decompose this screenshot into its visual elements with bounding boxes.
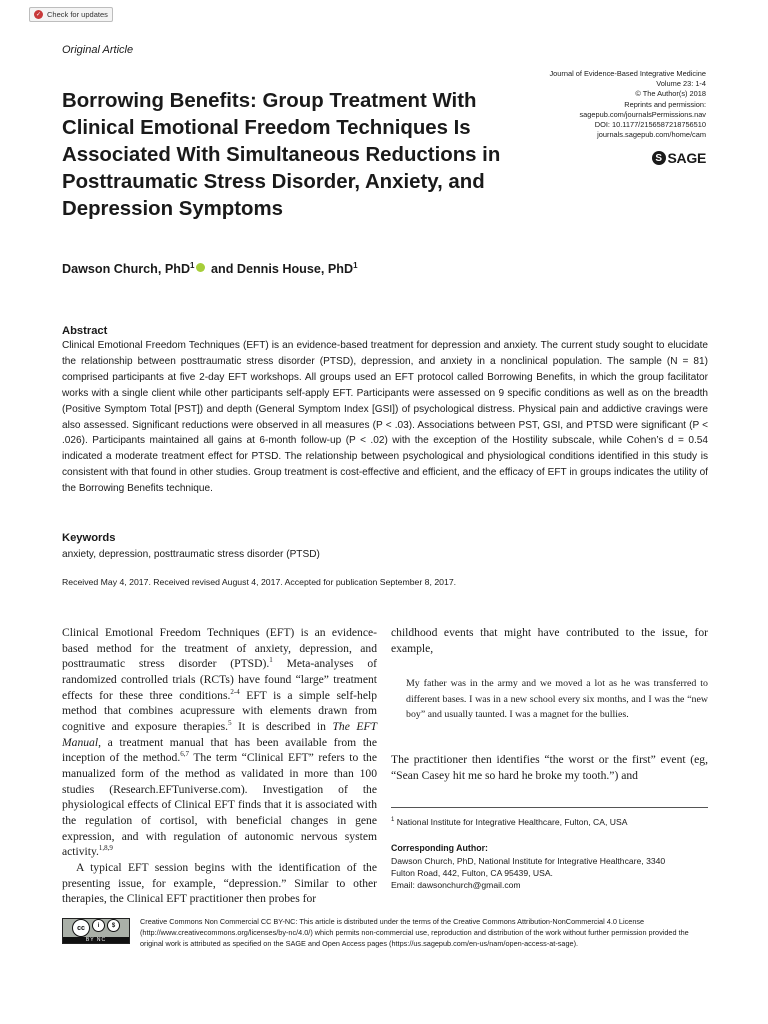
- footnote-divider: [391, 807, 708, 808]
- abstract-text: Clinical Emotional Freedom Techniques (EFT) is an evidence-based treatment for depression and anxiety. The current study sought to elucidate the relationship between posttraumatic stress disorder (PTSD), depression, and anxiety in a nonclinical population. The sample (N = 81) comprised participants at five 2-day EFT workshops. All groups used an EFT protocol called Borrowing Benefits, in which the group facilitator works with a single client while other participants self-apply EFT. Participants were assessed on 9 specific conditions as well as on the breadth (Positive Symptom Total [PST]) and depth (General Symptom Index [GSI]) of psychological distress. Physical pain and addictive cravings were also assessed. Significant reductions were observed in all measures (P < .03). Associations between PST, GSI, and PTSD were significant (P < .026). Participants maintained all gains at 6-month follow-up (P < .02) with the exception of the Hostility subscale, while Cohen’s d = 0.54 indicated a moderate treatment effect for PTSD. The relationship between psychological and physiological conditions identified in this study is consistent with that found in other studies. Group treatment is cost-effective and efficient, and the efficacy of EFT in groups indicates the utility of the Borrowing Benefits technique.: [62, 340, 708, 495]
- license-text: Creative Commons Non Commercial CC BY-NC: This article is distributed under the terms of the Creative Commons Attribution-NonCommercial 4.0 License (http://www.creativecommons.org/licenses/by-nc/4.0/) which permits non-commercial use, reproduction and distribution of the work without further permission provided the original work is attributed as specified on the SAGE and Open Access pages (https://us.sagepub.com/en-us/nam/open-access-at-sage).: [140, 917, 689, 949]
- cc-icon: cc: [72, 919, 90, 937]
- affiliation-text: National Institute for Integrative Healthcare, Fulton, CA, USA: [396, 817, 628, 827]
- affiliation-marker: 1: [353, 261, 358, 270]
- journal-volume: Volume 23: 1-4: [656, 79, 706, 89]
- corresponding-author-heading: Corresponding Author:: [391, 843, 488, 853]
- keywords-heading: Keywords: [62, 532, 116, 544]
- citation-marker[interactable]: 1: [269, 656, 273, 665]
- creative-commons-by-nc-icon[interactable]: [62, 918, 130, 944]
- corresponding-address-line: Dawson Church, PhD, National Institute for Integrative Healthcare, 3340: [391, 856, 666, 866]
- body-text: Meta-analyses of randomized controlled trials (RCTs) have found “large” treatment effects for these three conditions.: [62, 657, 377, 702]
- check-updates-icon: ✓: [35, 12, 42, 18]
- publisher-logo: [652, 150, 706, 166]
- journal-name: Journal of Evidence-Based Integrative Medicine: [549, 69, 706, 78]
- author-connector: and: [207, 262, 237, 277]
- publisher-logo-text: SAGE: [667, 150, 706, 166]
- check-for-updates-button[interactable]: [29, 7, 113, 22]
- journal-home-link[interactable]: journals.sagepub.com/home/cam: [597, 130, 706, 140]
- body-text: It is described in: [231, 719, 333, 733]
- block-quote: My father was in the army and we moved a lot as he was transferred to different bases. I was in a new school every six months, and I was the “new boy” and usually taunted. I was a magnet for the bullies.: [406, 678, 708, 721]
- check-updates-label: Check for updates: [47, 10, 108, 19]
- license-badge-label: BY NC: [63, 937, 129, 943]
- received-dates: Received May 4, 2017. Received revised August 4, 2017. Accepted for publication September 8, 2017.: [62, 577, 457, 587]
- author-line: [62, 261, 358, 276]
- body-text: EFT is a simple self-help method that combines acupressure with elements drawn from cognitive and exposure therapies.: [62, 688, 378, 733]
- orcid-icon[interactable]: [196, 263, 205, 272]
- body-text: The term “Clinical EFT” refers to the manualized form of the method as validated in more than 100 studies (Research.EFTuniverse.com). Investigation of the physiological effects of Clinical EFT finds that it is associated with the regulation of cortisol, with beneficial changes in gene expression, and with regulation of autonomic nervous system activity.: [62, 751, 377, 859]
- body-paragraph: [62, 625, 377, 860]
- author-name[interactable]: Dawson Church, PhD: [62, 262, 191, 277]
- author-name[interactable]: Dennis House, PhD: [236, 262, 354, 277]
- body-paragraph: childhood events that might have contributed to the issue, for example,: [391, 626, 708, 655]
- body-paragraph: The practitioner then identifies “the worst or the first” event (eg, “Sean Casey hit me so hard he broke my tooth.”) and: [391, 753, 708, 782]
- noncommercial-icon: $: [107, 919, 120, 932]
- journal-doi[interactable]: DOI: 10.1177/2156587218756510: [594, 120, 706, 130]
- book-title: The EFT Manual: [62, 719, 377, 749]
- body-column-left: [62, 625, 377, 907]
- keywords-text: anxiety, depression, posttraumatic stress disorder (PTSD): [62, 549, 320, 560]
- journal-reprints: Reprints and permission:: [624, 99, 706, 109]
- article-type: Original Article: [62, 44, 134, 56]
- body-text: Clinical Emotional Freedom Techniques (EFT) is an evidence-based method for the treatment of anxiety, depression, and posttraumatic stress disorder (PTSD).: [62, 626, 377, 671]
- body-text: , a treatment manual that has been available from the inception of the method.: [62, 735, 377, 765]
- journal-info: [506, 69, 706, 140]
- corresponding-author-details: [391, 855, 708, 892]
- body-paragraph: A typical EFT session begins with the identification of the presenting issue, for example, “depression.” Similar to other therapies, the Clinical EFT practitioner then probes for: [62, 860, 377, 906]
- sage-logo-icon: S: [652, 151, 666, 165]
- affiliation-footnote: [391, 817, 708, 827]
- corresponding-email[interactable]: Email: dawsonchurch@gmail.com: [391, 880, 521, 891]
- citation-marker[interactable]: 1,8,9: [98, 844, 113, 853]
- journal-copyright: © The Author(s) 2018: [635, 89, 706, 99]
- citation-marker[interactable]: 5: [228, 719, 232, 728]
- citation-marker[interactable]: 6,7: [180, 750, 189, 759]
- affiliation-marker: 1: [190, 261, 195, 270]
- affiliation-marker: 1: [391, 817, 395, 824]
- citation-marker[interactable]: 2-4: [230, 687, 240, 696]
- attribution-icon: i: [92, 919, 105, 932]
- permissions-link[interactable]: sagepub.com/journalsPermissions.nav: [579, 109, 706, 119]
- abstract-heading: Abstract: [62, 325, 108, 337]
- article-title: Borrowing Benefits: Group Treatment With Clinical Emotional Freedom Techniques Is Associated With Simultaneous Reductions in Posttraumatic Stress Disorder, Anxiety, and Depression Symptoms: [62, 90, 501, 220]
- corresponding-address-line: Fulton Road, 442, Fulton, CA 95439, USA.: [391, 868, 553, 879]
